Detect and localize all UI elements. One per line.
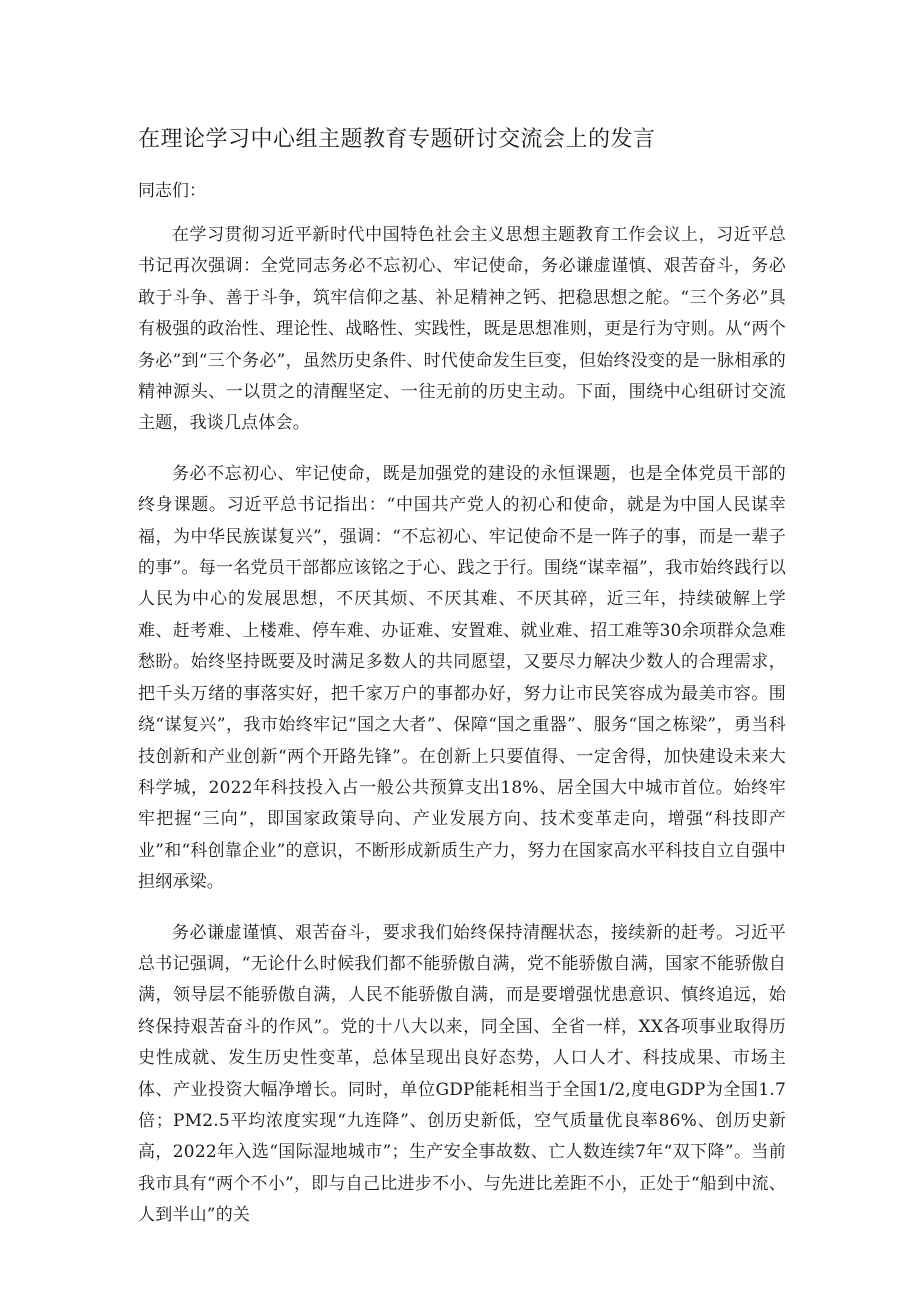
paragraph-original-aspiration: 务必不忘初心、牢记使命，既是加强党的建设的永恒课题，也是全体党员干部的终身课题。习近平总书记指出：“中国共产党人的初心和使命，就是为中国人民谋幸福，为中华民族谋复兴”，强调：“不忘初心、牢记使命不是一阵子的事，而是一辈子的事”。每一名党员干部都应该铭之于心、践之于行。围绕“谋幸福”，我市始终践行以人民为中心的发展思想，不厌其烦、不厌其难、不厌其碎，近三年，持续破解上学难、赶考难、上楼难、停车难、办证难、安置难、就业难、招工难等30余项群众急难愁盼。始终坚持既要及时满足多数人的共同愿望，又要尽力解决少数人的合理需求，把千头万绪的事落实好，把千家万户的事都办好，努力让市民笑容成为最美市容。围绕“谋复兴”，我市始终牢记“国之大者”、保障“国之重器”、服务“国之栋梁”，勇当科技创新和产业创新“两个开路先锋”。在创新上只要值得、一定舍得，加快建设未来大科学城，2022年科技投入占一般公共预算支出18%、居全国大中城市首位。始终牢牢把握“三向”，即国家政策导向、产业发展方向、技术变革走向，增强“科技即产业”和“科创靠企业”的意识，不断形成新质生产力，努力在国家高水平科技自立自强中担纲承梁。 bbox=[138, 463, 786, 893]
document-body bbox=[138, 220, 786, 1251]
document-title: 在理论学习中心组主题教育专题研讨交流会上的发言 bbox=[138, 127, 656, 152]
salutation: 同志们： bbox=[138, 181, 206, 201]
paragraph-intro: 在学习贯彻习近平新时代中国特色社会主义思想主题教育工作会议上，习近平总书记再次强调：全党同志务必不忘初心、牢记使命，务必谦虚谨慎、艰苦奋斗，务必敢于斗争、善于斗争，筑牢信仰之基、补足精神之钙、把稳思想之舵。“三个务必”具有极强的政治性、理论性、战略性、实践性，既是思想准则，更是行为守则。从“两个务必”到“三个务必”，虽然历史条件、时代使命发生巨变，但始终没变的是一脉相承的精神源头、一以贯之的清醒坚定、一往无前的历史主动。下面，围绕中心组研讨交流主题，我谈几点体会。 bbox=[138, 225, 786, 434]
paragraph-modesty-hard-work: 务必谦虚谨慎、艰苦奋斗，要求我们始终保持清醒状态，接续新的赶考。习近平总书记强调，“无论什么时候我们都不能骄傲自满，党不能骄傲自满，国家不能骄傲自满，领导层不能骄傲自满，人民不能骄傲自满，而是要增强忧患意识、慎终追远，始终保持艰苦奋斗的作风”。党的十八大以来，同全国、全省一样，XX各项事业取得历史性成就、发生历史性变革，总体呈现出良好态势，人口人才、科技成果、市场主体、产业投资大幅净增长。同时，单位GDP能耗相当于全国1/2,度电GDP为全国1.7倍；PM2.5平均浓度实现“九连降”、创历史新低，空气质量优良率86%、创历史新高，2022年入选“国际湿地城市”；生产安全事故数、亡人数连续7年“双下降”。当前我市具有“两个不小”，即与自己比进步不小、与先进比差距不小，正处于“船到中流、人到半山”的关 bbox=[138, 922, 786, 1226]
